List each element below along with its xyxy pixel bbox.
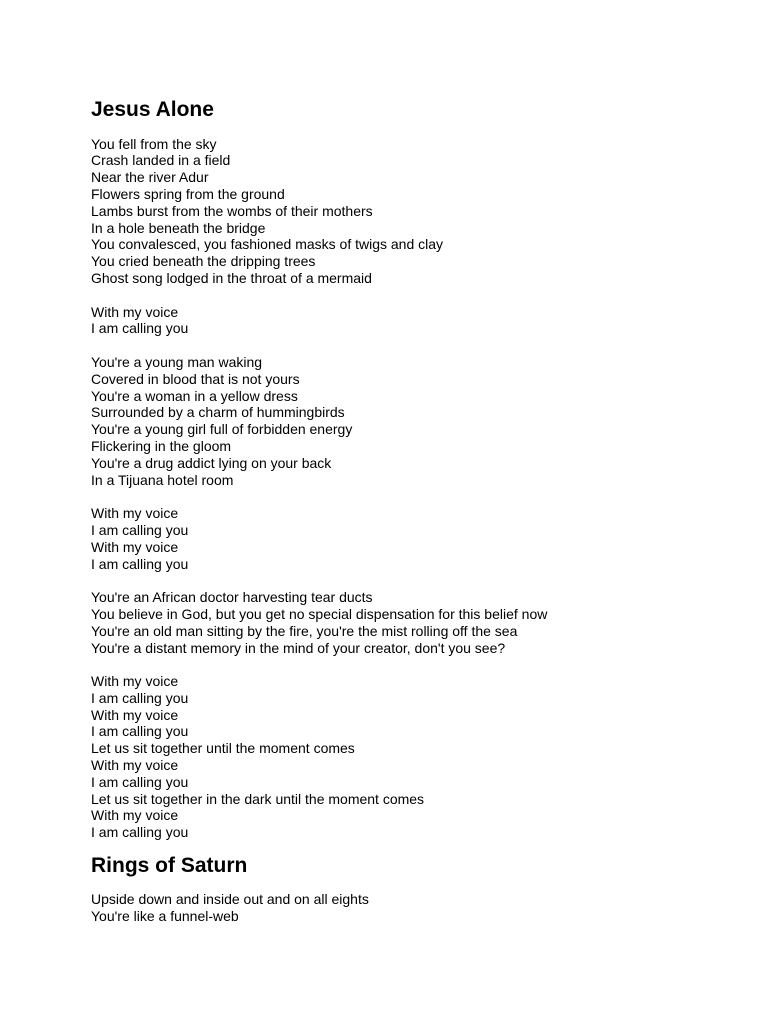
lyric-line: In a hole beneath the bridge [91,219,266,236]
lyric-line: I am calling you [91,773,189,790]
lyric-line: You believe in God, but you get no special dispensation for this belief now [91,605,548,622]
lyric-line: I am calling you [91,555,189,572]
lyric-stanza [91,354,751,488]
lyric-line: You convalesced, you fashioned masks of twigs and clay [91,236,444,253]
lyric-line: Flowers spring from the ground [91,185,285,202]
song-section [91,853,751,925]
lyric-line: In a Tijuana hotel room [91,471,234,488]
lyric-line: With my voice [91,757,179,774]
lyric-line: You're a drug addict lying on your back [91,454,332,471]
lyric-line: I am calling you [91,521,189,538]
lyric-line: You're a distant memory in the mind of your creator, don't you see? [91,639,506,656]
song-title: Jesus Alone [91,98,214,121]
lyric-line: Covered in blood that is not yours [91,370,300,387]
lyric-line: With my voice [91,673,179,690]
lyric-line: Surrounded by a charm of hummingbirds [91,404,345,421]
lyric-line: You're a young girl full of forbidden energy [91,421,353,438]
lyric-stanza [91,891,751,925]
document-page [91,98,751,925]
lyric-line: You're a woman in a yellow dress [91,387,298,404]
lyric-line: You're a young man waking [91,353,263,370]
lyric-line: Lambs burst from the wombs of their mothers [91,202,373,219]
lyric-line: Ghost song lodged in the throat of a mermaid [91,269,372,286]
lyric-line: With my voice [91,303,179,320]
lyric-line: You're an African doctor harvesting tear ducts [91,589,373,606]
lyric-stanza [91,505,751,572]
lyric-line: You fell from the sky [91,135,217,152]
title-spacer [91,119,751,136]
lyric-line: I am calling you [91,689,189,706]
lyric-line: With my voice [91,807,179,824]
lyric-line: Let us sit together until the moment comes [91,740,355,757]
lyric-line: You're an old man sitting by the fire, you're the mist rolling off the sea [91,622,518,639]
lyric-line: Upside down and inside out and on all eights [91,891,369,908]
lyric-stanza [91,136,751,287]
lyric-line: I am calling you [91,320,189,337]
song-title: Rings of Saturn [91,853,248,877]
song-section [91,98,751,841]
lyric-line: You're like a funnel-web [91,908,239,925]
lyric-stanza [91,673,751,841]
lyric-line: I am calling you [91,723,189,740]
title-spacer [91,875,751,892]
lyric-line: With my voice [91,706,179,723]
lyric-line: I am calling you [91,824,189,841]
lyric-line: Let us sit together in the dark until the moment comes [91,790,425,807]
lyric-line: With my voice [91,538,179,555]
lyric-line: Crash landed in a field [91,152,231,169]
lyric-line: You cried beneath the dripping trees [91,253,316,270]
lyric-line: With my voice [91,505,179,522]
lyric-line: Flickering in the gloom [91,437,232,454]
lyric-line: Near the river Adur [91,169,209,186]
lyric-stanza [91,589,751,656]
lyric-stanza [91,304,751,338]
